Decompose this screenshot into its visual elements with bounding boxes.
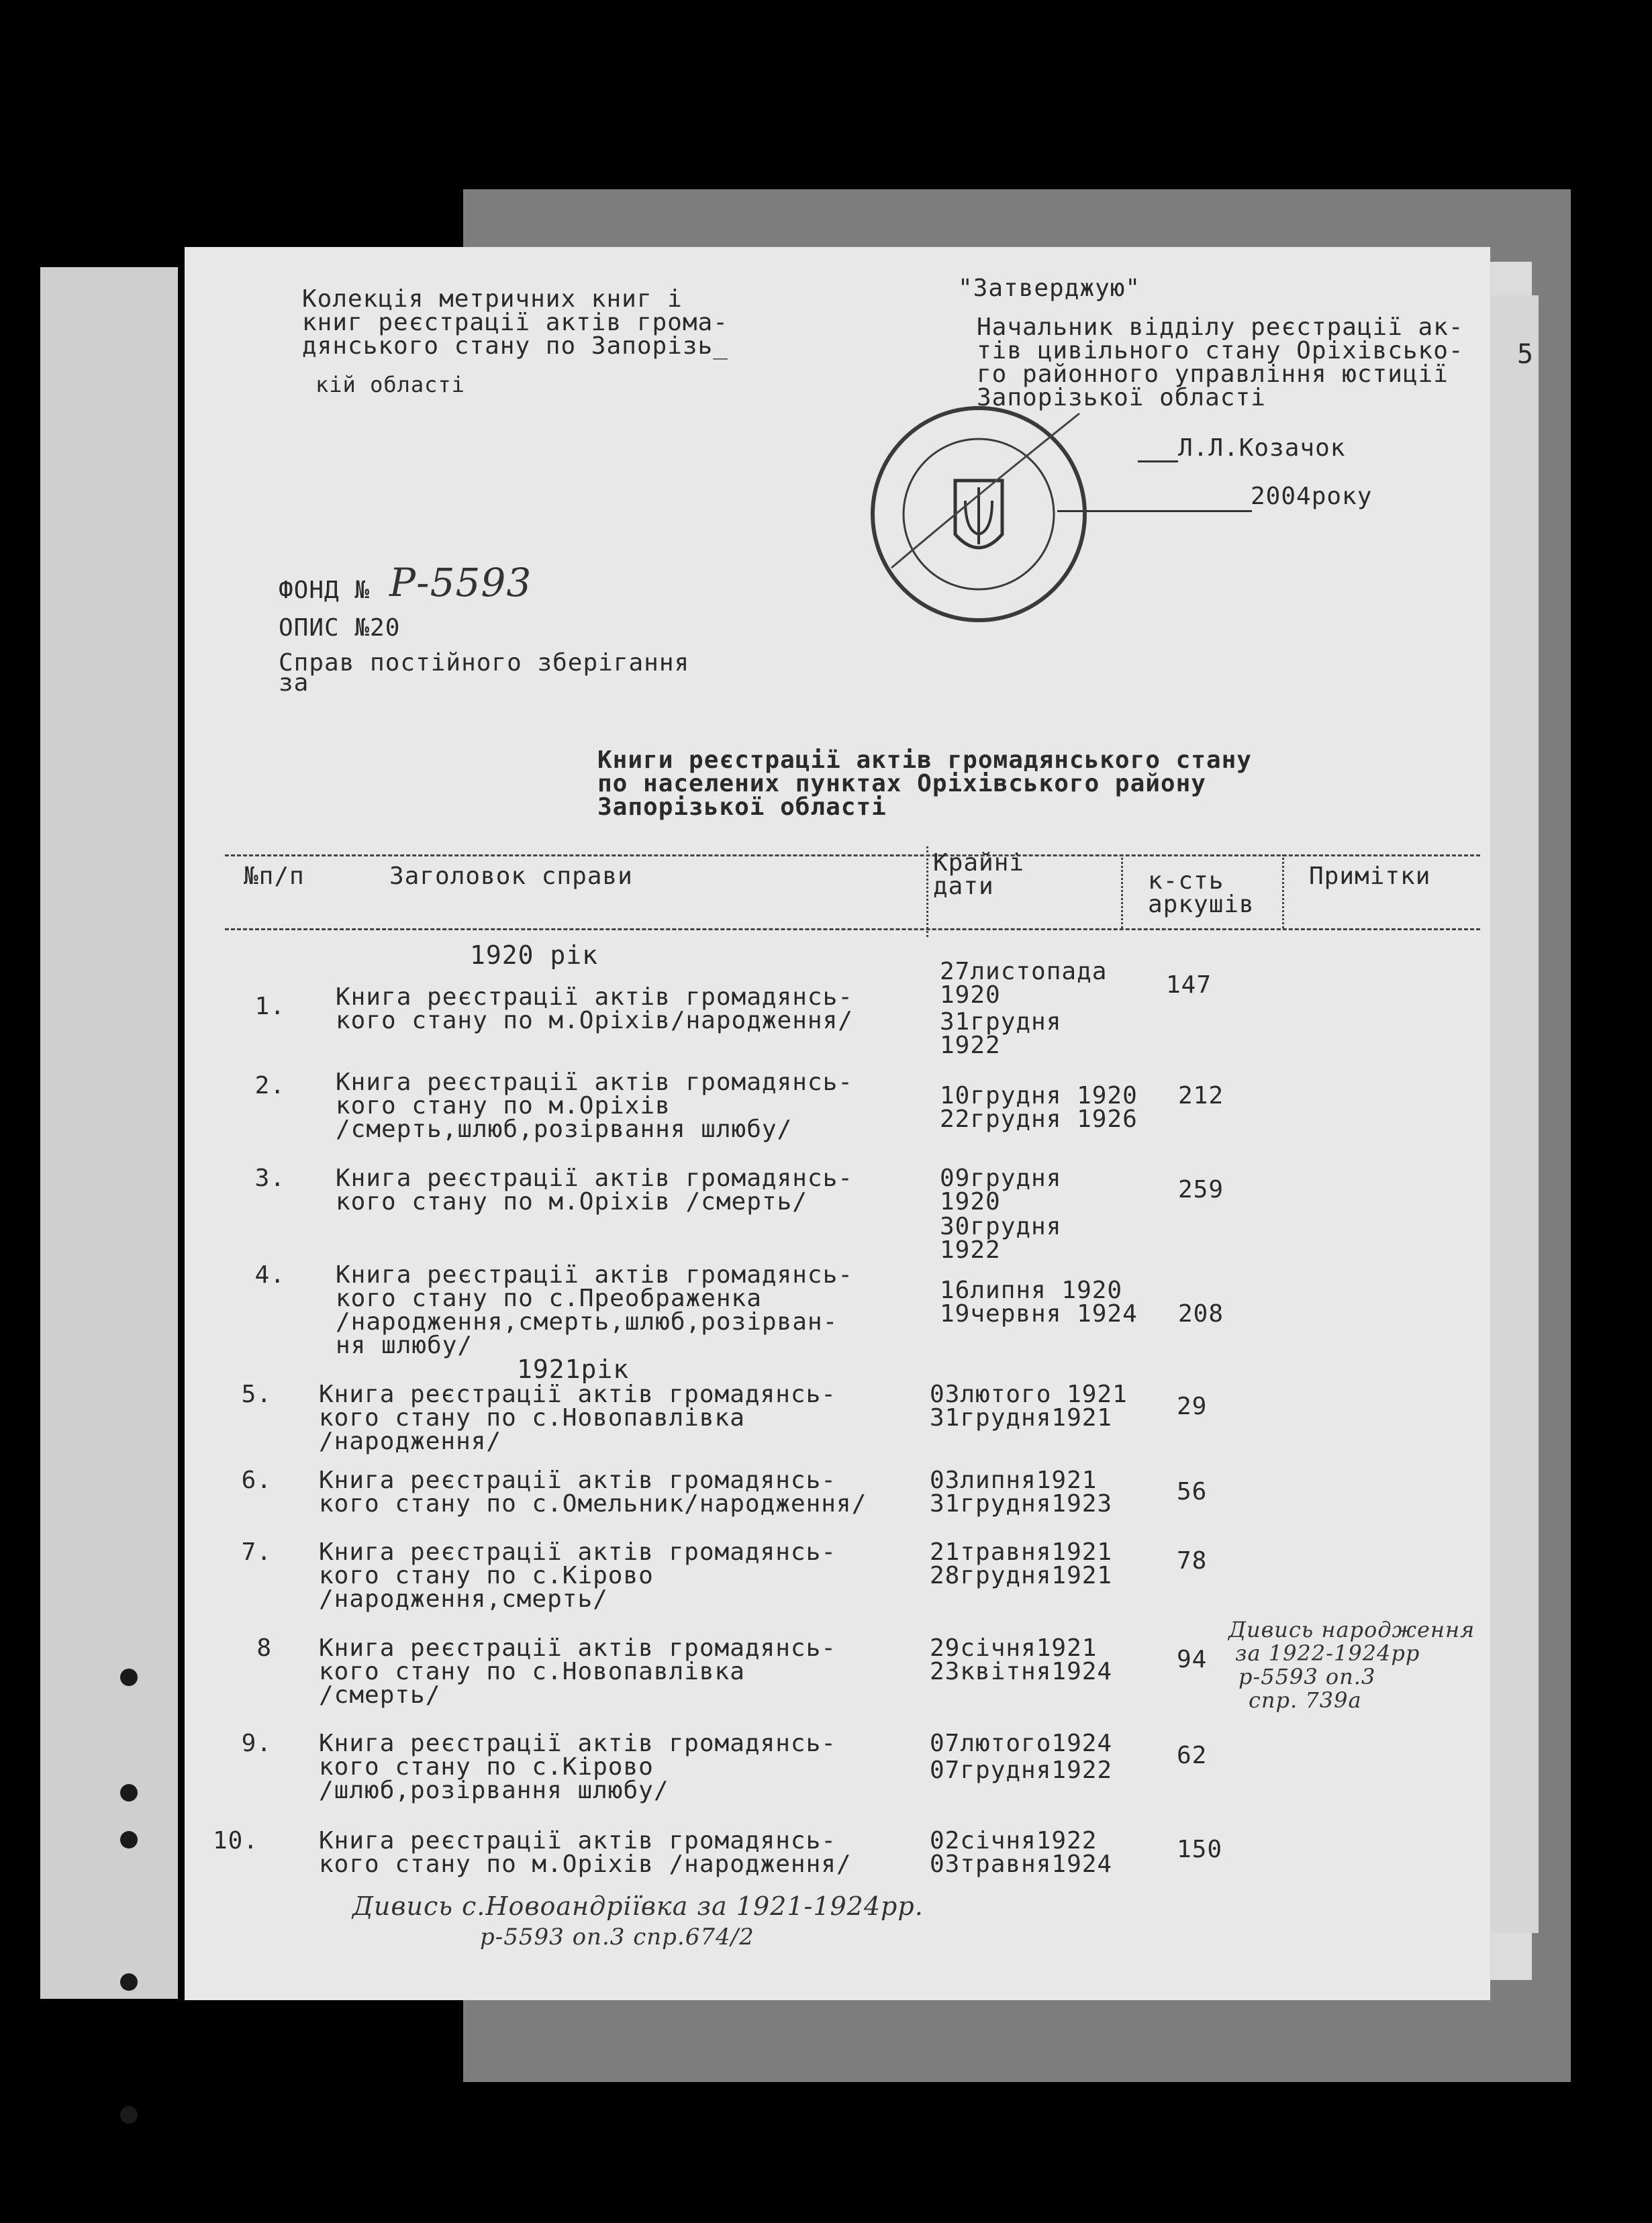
- row-title: кого стану по м.Оріхів/народження/: [336, 1007, 853, 1034]
- row-date: 02січня1922: [930, 1827, 1098, 1855]
- row-number: 8: [256, 1634, 272, 1662]
- row-number: 1.: [254, 993, 285, 1020]
- row-title: ня шлюбу/: [336, 1332, 473, 1359]
- row-date: 30грудня: [940, 1213, 1062, 1240]
- row-date: 03травня1924: [930, 1850, 1113, 1878]
- footer-note-line: Дивись с.Новоандріївка за 1921-1924рр.: [352, 1891, 924, 1921]
- row-date: 29січня1921: [930, 1634, 1098, 1662]
- row-title: Книга реєстрації актів громадянсь-: [336, 1165, 853, 1192]
- row-date: 1920: [940, 981, 1001, 1009]
- row-date: 28грудня1921: [930, 1562, 1113, 1589]
- row-sheets: 78: [1177, 1547, 1208, 1575]
- row-title: /смерть,шлюб,розірвання шлюбу/: [336, 1116, 793, 1143]
- row-title: кого стану по с.Новопавлівка: [319, 1404, 745, 1432]
- row-sheets: 62: [1177, 1742, 1208, 1769]
- row-sheets: 147: [1166, 971, 1212, 999]
- row-date: 1920: [940, 1188, 1001, 1216]
- column-notes: Примітки: [1309, 862, 1431, 890]
- row-title: Книга реєстрації актів громадянсь-: [336, 983, 853, 1011]
- title-line: по населених пунктах Оріхівського району: [597, 770, 1206, 797]
- row-title: кого стану по м.Оріхів /народження/: [319, 1850, 852, 1878]
- row-title: Книга реєстрації актів громадянсь-: [319, 1634, 836, 1662]
- row-date: 21травня1921: [930, 1538, 1113, 1566]
- page-number: 5: [1517, 339, 1535, 370]
- row-sheets: 212: [1178, 1082, 1224, 1109]
- binding-hole: [120, 1784, 138, 1801]
- title-line: Запорізької області: [597, 793, 887, 821]
- binding-hole: [120, 2106, 138, 2124]
- collection-line: Колекція метричних книг і: [302, 285, 683, 313]
- row-sheets: 56: [1177, 1478, 1208, 1505]
- row-number: 5.: [241, 1381, 272, 1408]
- row-date: 1922: [940, 1236, 1001, 1264]
- row-sheets: 259: [1178, 1176, 1224, 1203]
- row-title: Книга реєстрації актів громадянсь-: [319, 1538, 836, 1566]
- row-sheets: 208: [1178, 1300, 1224, 1328]
- row-date: 07грудня1922: [930, 1757, 1113, 1784]
- row-title: Книга реєстрації актів громадянсь-: [336, 1069, 853, 1096]
- official-stamp: [865, 400, 1093, 628]
- column-dates: Крайні: [933, 849, 1025, 877]
- signature-name: Л.Л.Козачок: [1178, 434, 1346, 462]
- binding-hole: [120, 1831, 138, 1848]
- approval-date: 2004року: [1251, 483, 1373, 510]
- collection-line: книг реєстрації актів грома-: [302, 309, 728, 336]
- row-date: 31грудня1923: [930, 1490, 1113, 1518]
- row-title: кого стану по с.Кірово: [319, 1753, 654, 1781]
- column-num: №п/п: [244, 862, 305, 890]
- row-date: 10грудня 1920: [940, 1082, 1138, 1109]
- row-title: /шлюб,розірвання шлюбу/: [319, 1777, 669, 1804]
- row-title: кого стану по м.Оріхів /смерть/: [336, 1188, 808, 1216]
- column-sheets: к-сть: [1148, 867, 1224, 895]
- row-date: 22грудня 1926: [940, 1105, 1138, 1133]
- collection-line: дянського стану по Запорізь_: [302, 332, 728, 360]
- row-date: 07лютого1924: [930, 1730, 1113, 1757]
- row-number: 3.: [254, 1165, 285, 1192]
- row-sheets: 150: [1177, 1836, 1223, 1863]
- row-title: Книга реєстрації актів громадянсь-: [336, 1261, 853, 1289]
- row-date: 09грудня: [940, 1165, 1062, 1192]
- note-line: спр. 739а: [1249, 1687, 1362, 1713]
- column-divider: [1282, 854, 1284, 928]
- row-date: 03лютого 1921: [930, 1381, 1128, 1408]
- row-date: 1922: [940, 1032, 1001, 1059]
- column-dates: дати: [933, 873, 994, 900]
- row-title: кого стану по с.Преображенка: [336, 1285, 762, 1312]
- fond-number: Р-5593: [389, 560, 532, 605]
- header-top-rule: [225, 854, 1480, 856]
- opys-number: ОПИС №20: [279, 614, 401, 642]
- row-title: /народження,смерть,шлюб,розірван-: [336, 1308, 838, 1336]
- row-title: Книга реєстрації актів громадянсь-: [319, 1827, 836, 1855]
- fond-label: ФОНД №: [279, 577, 371, 604]
- column-divider: [926, 846, 928, 937]
- row-number: 7.: [241, 1538, 272, 1566]
- row-number: 9.: [241, 1730, 272, 1757]
- row-title: /смерть/: [319, 1681, 441, 1709]
- row-title: Книга реєстрації актів громадянсь-: [319, 1467, 836, 1494]
- year-header: 1920 рік: [470, 940, 599, 970]
- approval-line: го районного управління юстиції: [977, 360, 1449, 388]
- approval-line: Начальник відділу реєстрації ак-: [977, 313, 1464, 341]
- row-date: 31грудня: [940, 1008, 1062, 1036]
- row-number: 2.: [254, 1072, 285, 1099]
- binding-strip: [40, 267, 178, 1999]
- row-sheets: 29: [1177, 1393, 1208, 1420]
- row-date: 03липня1921: [930, 1467, 1098, 1494]
- storage-line: за: [279, 669, 309, 697]
- column-title: Заголовок справи: [389, 862, 633, 890]
- row-date: 27листопада: [940, 958, 1108, 985]
- column-divider: [1121, 854, 1123, 928]
- storage-line: Справ постійного зберігання: [279, 649, 690, 677]
- title-line: Книги реєстрації актів громадянського стану: [597, 746, 1252, 774]
- row-sheets: 94: [1177, 1646, 1208, 1673]
- row-title: /народження,смерть/: [319, 1585, 608, 1613]
- row-date: 19червня 1924: [940, 1300, 1138, 1328]
- approval-title: "Затверджую": [958, 275, 1141, 302]
- row-title: кого стану по с.Омельник/народження/: [319, 1490, 867, 1518]
- note-line: р-5593 оп.3: [1238, 1664, 1376, 1689]
- row-number: 4.: [254, 1261, 285, 1289]
- row-number: 10.: [212, 1827, 258, 1855]
- note-line: Дивись народження: [1228, 1617, 1475, 1642]
- row-date: 16липня 1920: [940, 1277, 1123, 1304]
- approval-line: Запорізької області: [977, 384, 1266, 411]
- row-date: 23квітня1924: [930, 1658, 1113, 1685]
- binding-hole: [120, 1669, 138, 1686]
- column-sheets: аркушів: [1148, 891, 1255, 918]
- row-title: Книга реєстрації актів громадянсь-: [319, 1381, 836, 1408]
- row-title: кого стану по м.Оріхів: [336, 1092, 671, 1120]
- document-page: [185, 247, 1535, 2000]
- note-line: за 1922-1924рр: [1235, 1640, 1420, 1666]
- row-title: Книга реєстрації актів громадянсь-: [319, 1730, 836, 1757]
- approval-line: тів цивільного стану Оріхівсько-: [977, 337, 1464, 364]
- row-title: /народження/: [319, 1428, 502, 1455]
- binding-hole: [120, 1973, 138, 1991]
- footer-note-line: р-5593 оп.3 спр.674/2: [480, 1924, 755, 1950]
- row-title: кого стану по с.Новопавлівка: [319, 1658, 745, 1685]
- signature-line: [1138, 460, 1178, 462]
- row-title: кого стану по с.Кірово: [319, 1562, 654, 1589]
- collection-line: кій області: [315, 372, 465, 397]
- header-bottom-rule: [225, 928, 1480, 930]
- year-header: 1921рік: [517, 1354, 630, 1384]
- row-number: 6.: [241, 1467, 272, 1494]
- row-date: 31грудня1921: [930, 1404, 1113, 1432]
